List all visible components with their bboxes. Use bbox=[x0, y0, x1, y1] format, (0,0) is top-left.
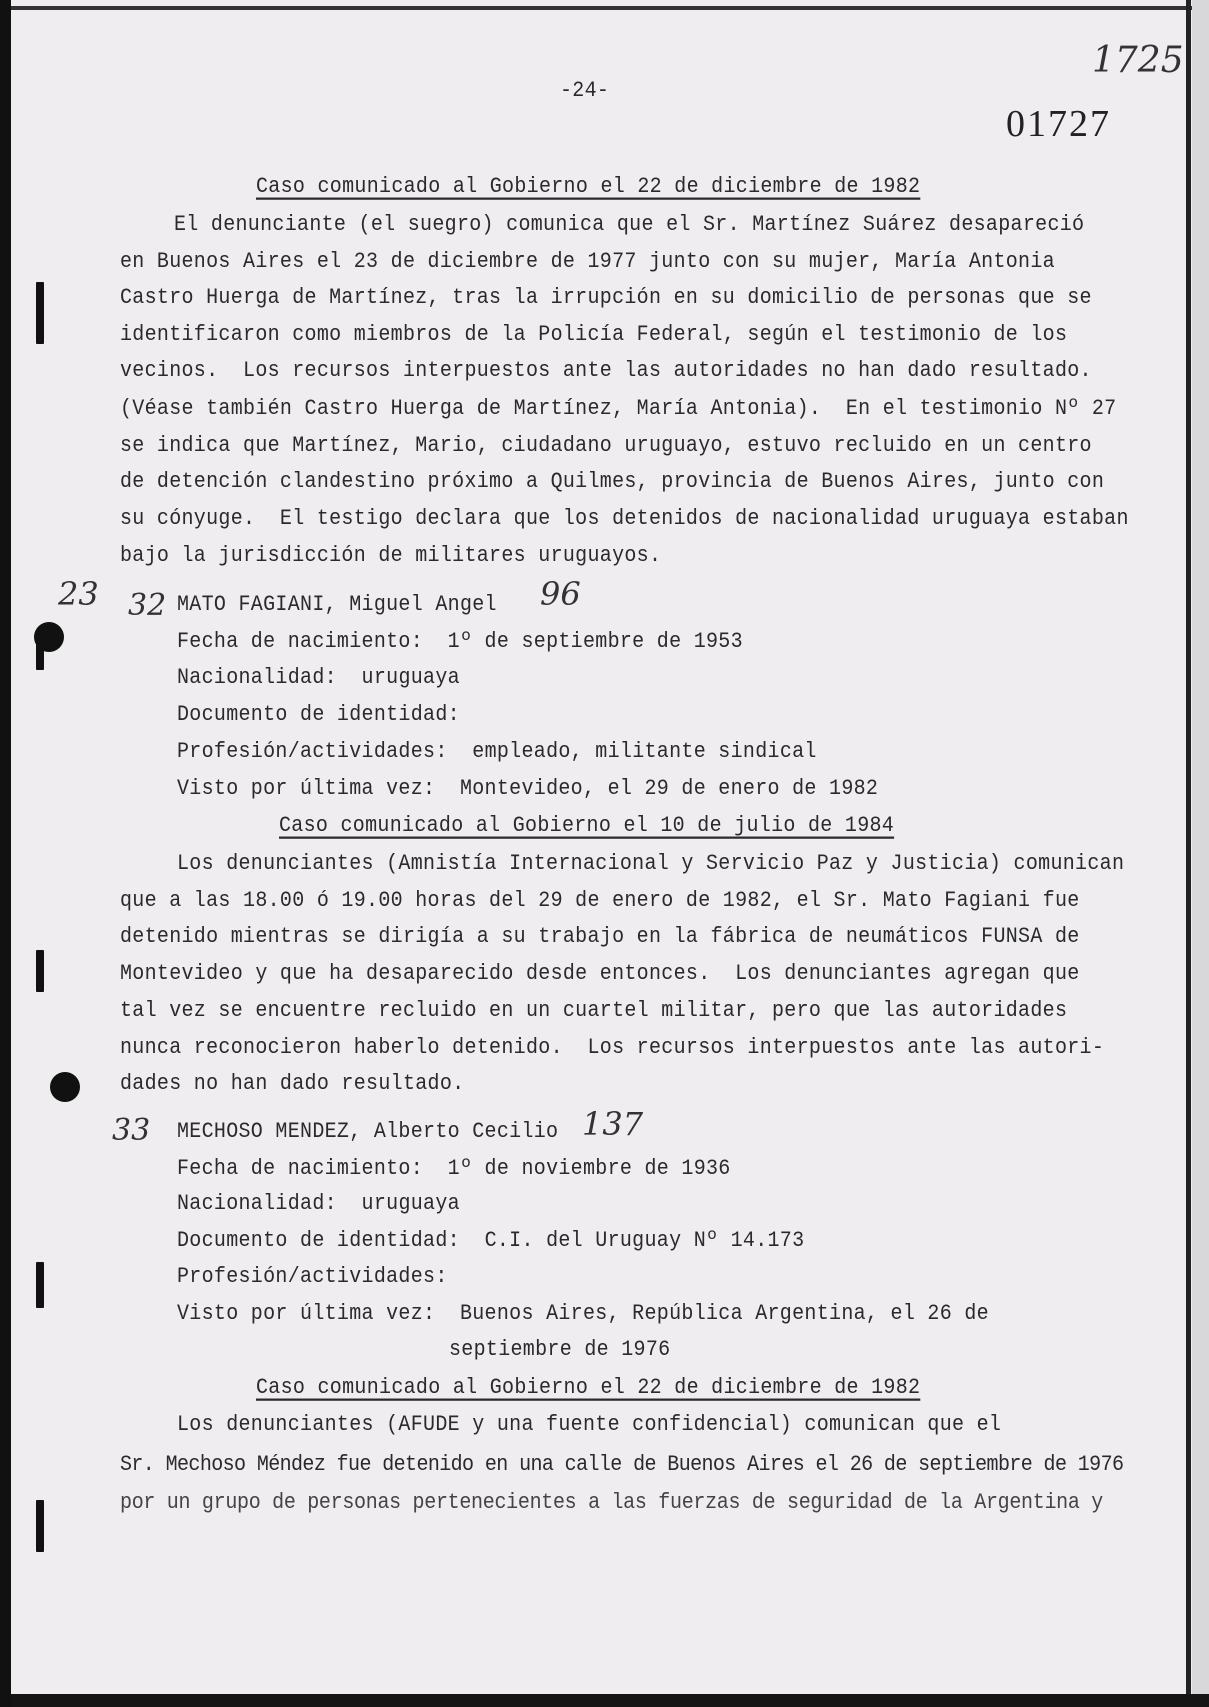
text-line: que a las 18.00 ó 19.00 horas del 29 de enero de 1982, el Sr. Mato Fagiani fue bbox=[120, 888, 1080, 914]
margin-mark bbox=[36, 640, 44, 670]
handwritten-ref: 137 bbox=[582, 1105, 644, 1143]
field-label: Profesión/actividades: bbox=[177, 1264, 448, 1290]
field-label: Nacionalidad: bbox=[177, 1191, 337, 1217]
text-line: nunca reconocieron haberlo detenido. Los recursos interpuestos ante las autori- bbox=[120, 1035, 1105, 1061]
page-number: -24- bbox=[560, 78, 610, 104]
handwritten-entry-number: 33 bbox=[112, 1113, 151, 1148]
handwritten-folio: 1725 bbox=[1092, 40, 1184, 81]
field-label: Documento de identidad: bbox=[177, 1228, 460, 1254]
text-line: Los denunciantes (AFUDE y una fuente confidencial) comunican que el bbox=[177, 1412, 1002, 1438]
text-line: de detención clandestino próximo a Quilmes, provincia de Buenos Aires, junto con bbox=[120, 469, 1105, 495]
field-label: Visto por última vez: bbox=[177, 1301, 436, 1327]
archive-stamp: 01727 bbox=[1006, 103, 1111, 145]
text-line: vecinos. Los recursos interpuestos ante las autoridades no han dado resultado. bbox=[120, 358, 1092, 384]
section-heading: Caso comunicado al Gobierno el 22 de diciembre de 1982 bbox=[256, 174, 921, 200]
text-line: detenido mientras se dirigía a su trabajo en la fábrica de neumáticos FUNSA de bbox=[120, 924, 1080, 950]
field-value: 1º de septiembre de 1953 bbox=[447, 629, 743, 655]
field-label: Nacionalidad: bbox=[177, 665, 337, 691]
margin-mark bbox=[36, 282, 44, 344]
scan-margin-right bbox=[1192, 0, 1209, 1707]
field-value: Montevideo, el 29 de enero de 1982 bbox=[459, 776, 879, 802]
field-value: 1º de noviembre de 1936 bbox=[447, 1156, 731, 1182]
text-line: identificaron como miembros de la Policía Federal, según el testimonio de los bbox=[120, 322, 1068, 348]
handwritten-entry-number: 32 bbox=[128, 588, 167, 623]
scan-border-top bbox=[11, 6, 1196, 10]
text-line: tal vez se encuentre recluido en un cuartel militar, pero que las autoridades bbox=[120, 998, 1068, 1024]
punch-hole bbox=[50, 1072, 80, 1102]
field-value: uruguaya bbox=[361, 665, 460, 691]
text-line: Los denunciantes (Amnistía Internacional y Servicio Paz y Justicia) comunican bbox=[177, 851, 1125, 877]
text-line: se indica que Martínez, Mario, ciudadano uruguayo, estuvo recluido en un centro bbox=[120, 433, 1092, 459]
text-line: bajo la jurisdicción de militares uruguayos. bbox=[120, 543, 662, 569]
entry-name: MATO FAGIANI, Miguel Angel bbox=[177, 592, 497, 618]
handwritten-ref: 96 bbox=[540, 575, 581, 613]
handwritten-side-number: 23 bbox=[58, 575, 99, 613]
text-line: Sr. Mechoso Méndez fue detenido en una calle de Buenos Aires el 26 de septiembre de 1976 bbox=[120, 1452, 1124, 1478]
text-line: (Véase también Castro Huerga de Martínez, María Antonia). En el testimonio Nº 27 bbox=[120, 396, 1117, 422]
text-line: dades no han dado resultado. bbox=[120, 1071, 465, 1097]
field-value: Buenos Aires, República Argentina, el 26 de bbox=[459, 1301, 989, 1327]
field-value: C.I. del Uruguay Nº 14.173 bbox=[484, 1228, 805, 1254]
field-label: Fecha de nacimiento: bbox=[177, 1156, 424, 1182]
scan-border-right bbox=[1186, 0, 1191, 1707]
field-label: Documento de identidad: bbox=[177, 702, 460, 728]
field-label: Profesión/actividades: bbox=[177, 739, 448, 765]
text-line: Castro Huerga de Martínez, tras la irrupción en su domicilio de personas que se bbox=[120, 285, 1092, 311]
margin-mark bbox=[36, 950, 44, 992]
field-value: empleado, militante sindical bbox=[472, 739, 817, 765]
text-line: Montevideo y que ha desaparecido desde entonces. Los denunciantes agregan que bbox=[120, 961, 1080, 987]
margin-mark bbox=[36, 1262, 44, 1308]
field-label: Visto por última vez: bbox=[177, 776, 436, 802]
entry-name: MECHOSO MENDEZ, Alberto Cecilio bbox=[177, 1119, 559, 1145]
section-heading: Caso comunicado al Gobierno el 22 de diciembre de 1982 bbox=[256, 1375, 921, 1401]
field-label: Fecha de nacimiento: bbox=[177, 629, 424, 655]
text-line: en Buenos Aires el 23 de diciembre de 1977 junto con su mujer, María Antonia bbox=[120, 249, 1055, 275]
field-value: uruguaya bbox=[361, 1191, 460, 1217]
scan-border-bottom bbox=[11, 1694, 1209, 1707]
scan-border-left bbox=[0, 0, 11, 1707]
text-line: por un grupo de personas pertenecientes a las fuerzas de seguridad de la Argentina y bbox=[120, 1490, 1103, 1516]
margin-mark bbox=[36, 1500, 44, 1552]
text-line: El denunciante (el suegro) comunica que el Sr. Martínez Suárez desapareció bbox=[174, 212, 1085, 238]
section-heading: Caso comunicado al Gobierno el 10 de julio de 1984 bbox=[279, 813, 895, 839]
text-line: su cónyuge. El testigo declara que los detenidos de nacionalidad uruguaya estaban bbox=[120, 506, 1129, 532]
field-value-continuation: septiembre de 1976 bbox=[449, 1337, 671, 1363]
